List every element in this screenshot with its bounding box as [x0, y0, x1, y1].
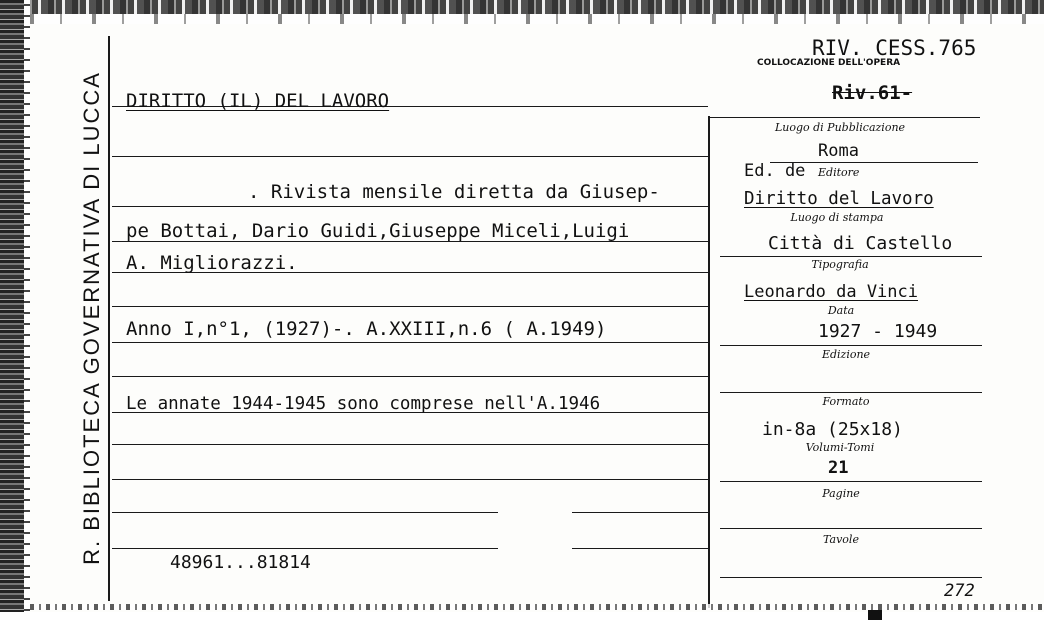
format-value: in-8a (25x18): [762, 419, 903, 440]
field-box-left-rule: [708, 116, 710, 608]
institution-label: R. BIBLIOTECA GOVERNATIVA DI LUCCA: [79, 71, 104, 565]
note-line: Le annate 1944-1945 sono comprese nell'A.1946: [126, 394, 601, 414]
rule-7: [112, 342, 708, 343]
date-value: 1927 - 1949: [818, 321, 938, 342]
pages-caption: Pagine: [822, 487, 860, 500]
editor-caption: Editore: [818, 166, 860, 179]
description-line-3: A. Migliorazzi.: [126, 252, 298, 274]
rule-13a: [112, 548, 498, 549]
description-line-2: pe Bottai, Dario Guidi,Giuseppe Miceli,Luigi: [126, 220, 630, 242]
inventory-number: 48961...81814: [170, 552, 311, 573]
format-caption: Formato: [822, 395, 870, 408]
place-caption: Luogo di Pubblicazione: [774, 121, 906, 134]
plates-rule: [720, 577, 982, 578]
print-place-rule: [720, 256, 982, 257]
volumes-caption: Volumi-Tomi: [805, 441, 875, 454]
printer-value: Leonardo da Vinci: [744, 282, 918, 302]
title-line: DIRITTO (IL) DEL LAVORO: [126, 90, 390, 112]
volumes-value: 21: [828, 458, 849, 478]
card-number: 272: [944, 581, 975, 601]
left-margin-rule: [108, 36, 110, 601]
left-edge-scan-noise: [0, 0, 24, 627]
print-place-caption: Luogo di stampa: [790, 211, 884, 224]
rule-12a: [112, 512, 498, 513]
rule-2: [112, 156, 708, 157]
rule-6: [112, 306, 708, 307]
holdings-line: Anno I,n°1, (1927)-. A.XXIII,n.6 ( A.1949): [126, 318, 607, 340]
edition-caption: Edizione: [821, 348, 871, 361]
place-value: Roma: [818, 141, 859, 161]
ink-mark: [868, 610, 882, 620]
rule-10: [112, 444, 708, 445]
pages-rule: [720, 528, 982, 529]
rule-13b: [572, 548, 708, 549]
collocation-number: RIV. CESS.765: [812, 36, 977, 60]
print-place-value: Città di Castello: [768, 233, 953, 254]
rule-3: [112, 206, 708, 207]
collocation-caption: COLLOCAZIONE DELL'OPERA: [757, 58, 901, 68]
rule-11: [112, 479, 708, 480]
top-edge-scan-noise-2: [0, 14, 1044, 24]
date-rule: [720, 345, 982, 346]
date-caption: Data: [827, 304, 855, 317]
field-box-top-rule: [708, 117, 980, 118]
plates-caption: Tavole: [823, 533, 859, 546]
old-collocation: Riv.61-: [832, 82, 913, 104]
editor-value: Diritto del Lavoro: [744, 189, 934, 209]
left-edge-scan-noise-2: [24, 0, 30, 627]
edition-rule: [720, 392, 982, 393]
printer-caption: Tipografia: [811, 258, 869, 271]
rule-12b: [572, 512, 708, 513]
rule-8: [112, 376, 708, 377]
top-edge-scan-noise: [0, 0, 1044, 14]
editor-prefix: Ed. de: [744, 161, 806, 181]
bottom-margin: [0, 612, 1044, 627]
bottom-edge-scan-noise: [30, 604, 1044, 610]
volumes-rule: [720, 481, 982, 482]
description-line-1: . Rivista mensile diretta da Giusep-: [248, 181, 660, 203]
